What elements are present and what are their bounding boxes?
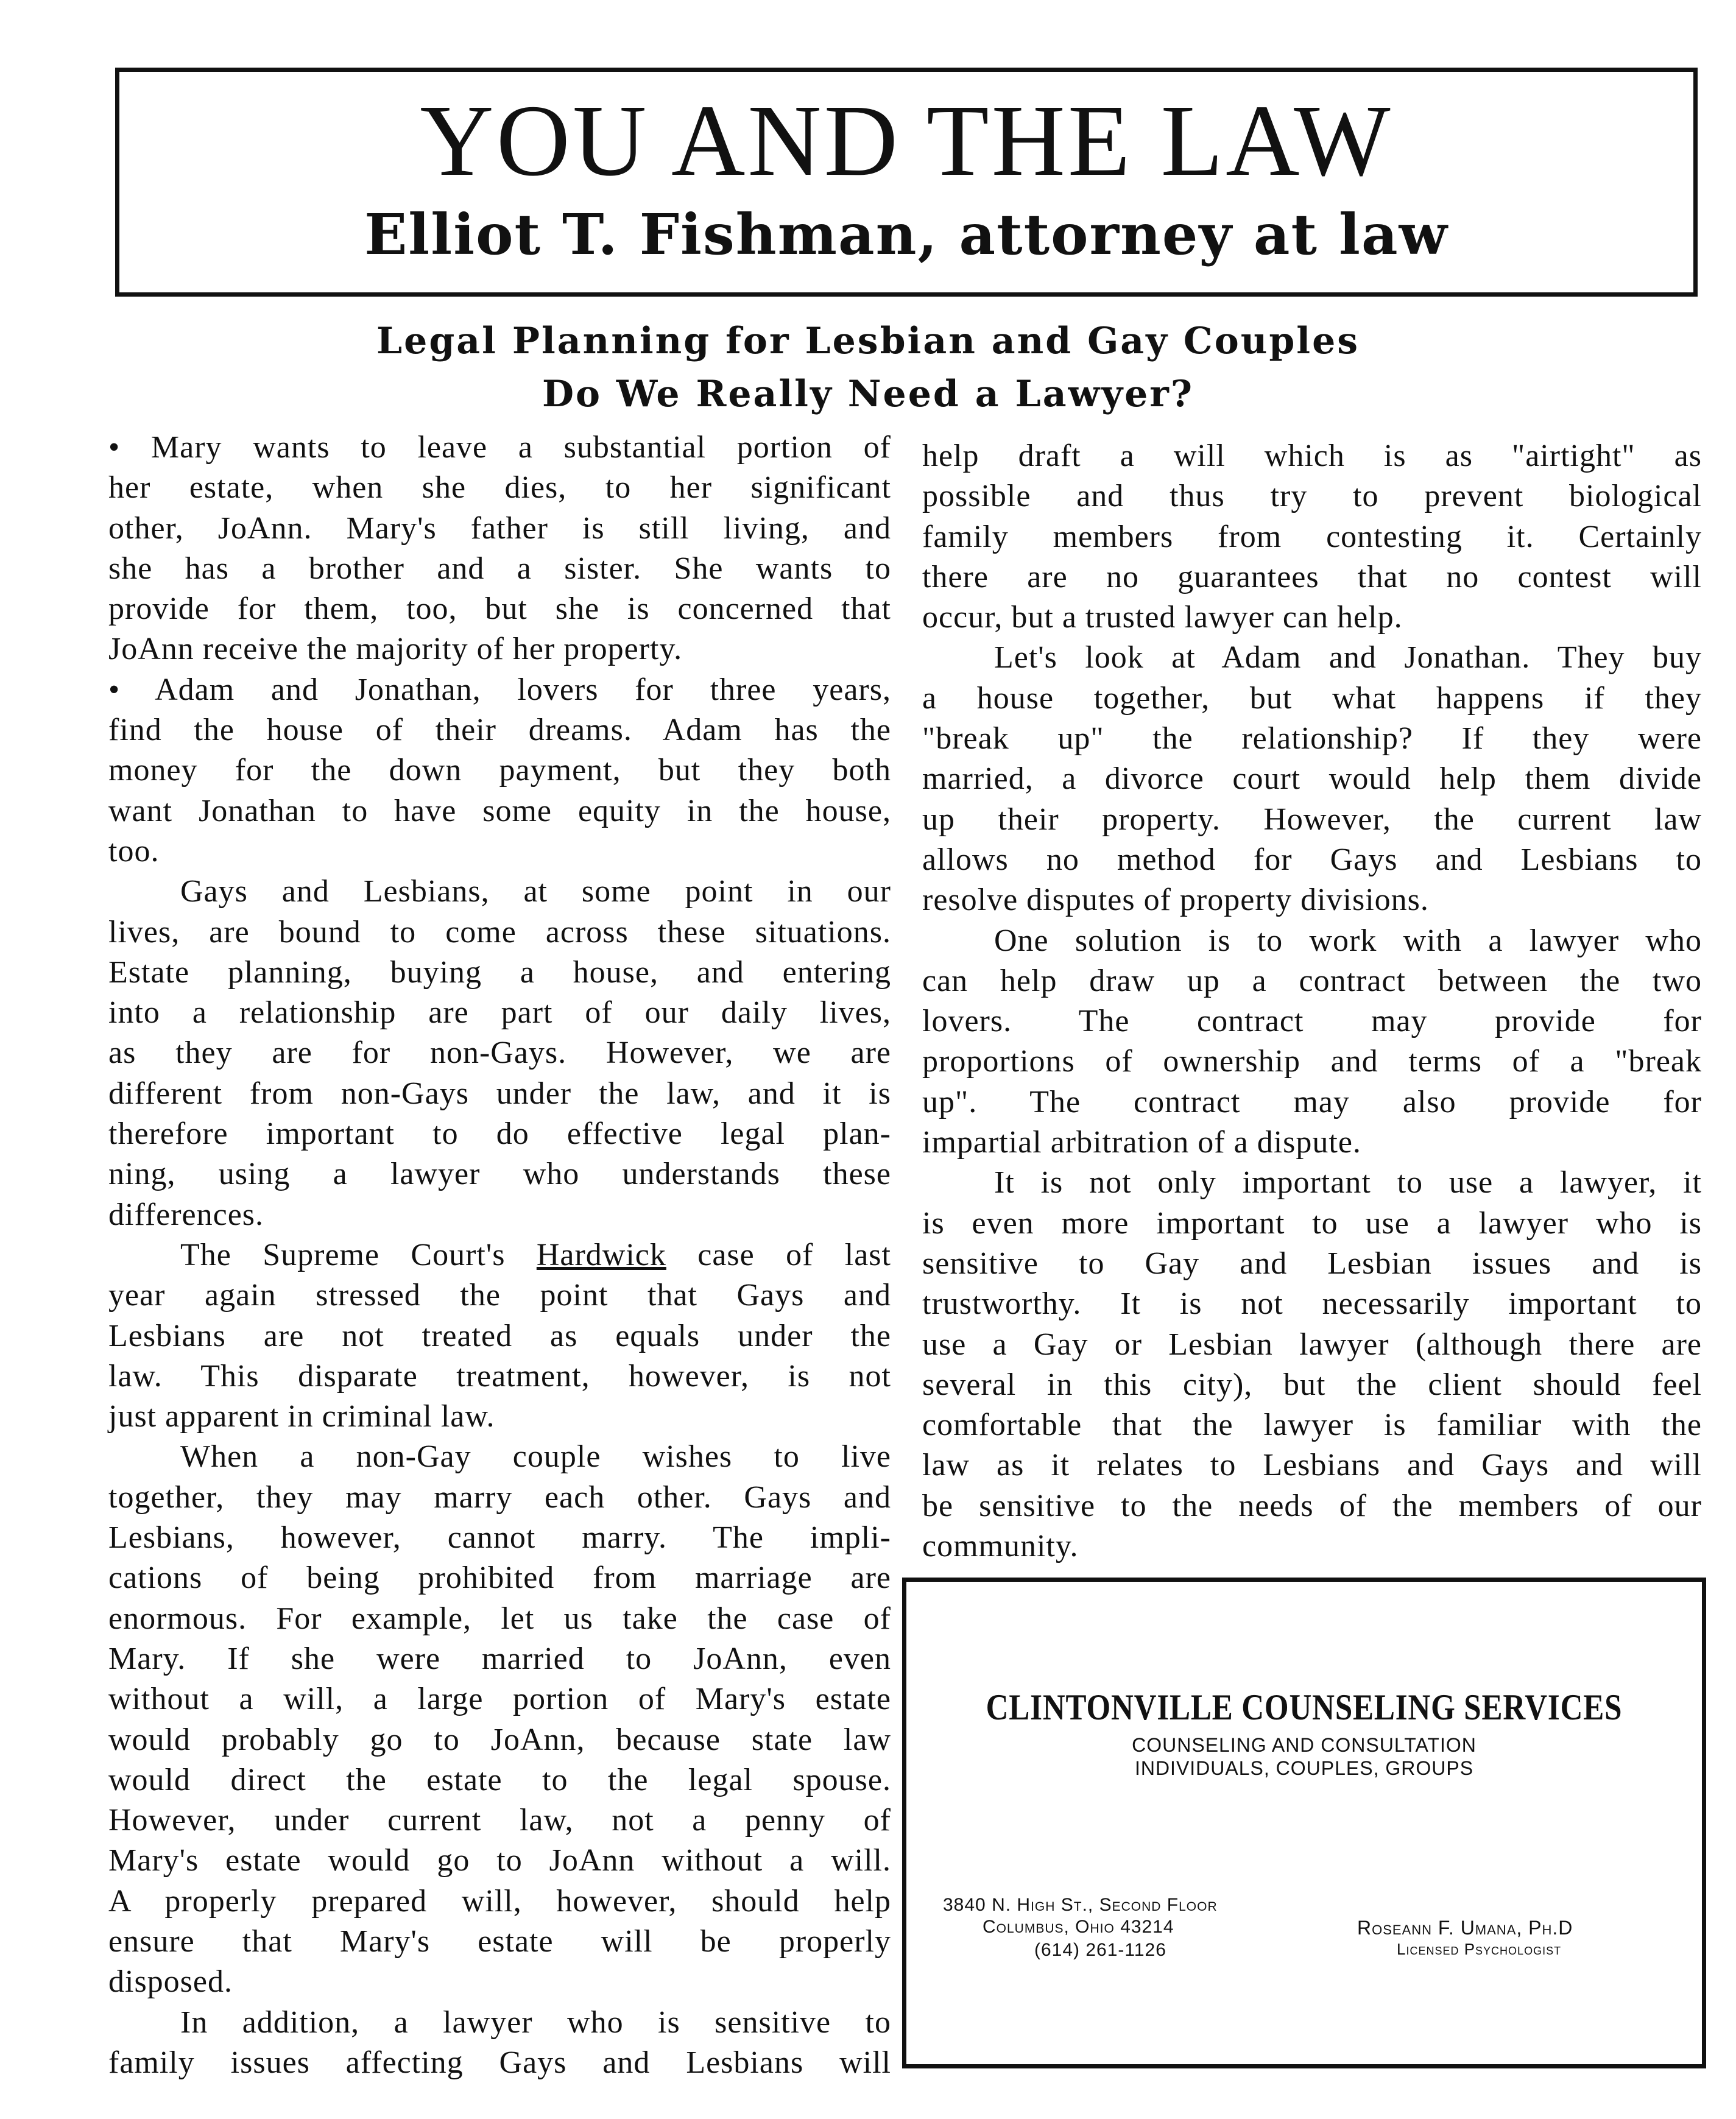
text-line: find the house of their dreams. Adam has the	[108, 713, 891, 748]
text-line: ning, using a lawyer who understands these	[108, 1157, 891, 1192]
text-line: she has a brother and a sister. She wants to	[108, 551, 891, 586]
text-line: up". The contract may also provide for	[922, 1084, 1702, 1119]
text-line: comfortable that the lawyer is familiar with the	[922, 1408, 1702, 1443]
text-line: allows no method for Gays and Lesbians to	[922, 842, 1702, 877]
advertisement-box	[902, 1578, 1706, 2068]
text-line: family issues affecting Gays and Lesbians will	[108, 2045, 891, 2080]
text-line: as they are for non-Gays. However, we are	[108, 1035, 891, 1071]
underlined-case-name: Hardwick	[536, 1237, 666, 1272]
text-line: Estate planning, buying a house, and entering	[108, 954, 891, 990]
text-line: would direct the estate to the legal spouse.	[108, 1762, 891, 1797]
text-line: lovers. The contract may provide for	[922, 1004, 1702, 1039]
text-line: disposed.	[108, 1964, 233, 2000]
text-line: up their property. However, the current law	[922, 802, 1702, 837]
article-subheadline: Do We Really Need a Lawyer?	[542, 373, 1194, 415]
text-line: One solution is to work with a lawyer who	[994, 923, 1702, 958]
text-line: there are no guarantees that no contest will	[922, 559, 1702, 594]
text-line: other, JoAnn. Mary's father is still living, and	[108, 510, 891, 546]
text-line: different from non-Gays under the law, and it is	[108, 1076, 891, 1111]
text-line: However, under current law, not a penny of	[108, 1803, 891, 1838]
text-line: It is not only important to use a lawyer, it	[994, 1165, 1702, 1201]
text-line: help draft a will which is as "airtight" as	[922, 439, 1702, 473]
text-line: too.	[108, 833, 160, 869]
text-line: Lesbians are not treated as equals under the	[108, 1318, 891, 1353]
ad-business-name: CLINTONVILLE COUNSELING SERVICES	[986, 1687, 1623, 1727]
text-line: community.	[922, 1529, 1079, 1564]
text-line: without a will, a large portion of Mary's estate	[108, 1682, 891, 1717]
article-headline: Legal Planning for Lesbian and Gay Couples	[376, 320, 1360, 362]
text-segment: case of last	[666, 1237, 891, 1272]
text-line: money for the down payment, but they both	[108, 753, 891, 788]
text-line: family members from contesting it. Certainly	[922, 519, 1702, 554]
text-line: possible and thus try to prevent biological	[922, 479, 1702, 514]
ad-address-street: 3840 N. High St., Second Floor	[943, 1895, 1218, 1915]
text-line: would probably go to JoAnn, because state law	[108, 1722, 891, 1757]
text-line: "break up" the relationship? If they were	[922, 721, 1702, 756]
text-line: trustworthy. It is not necessarily important to	[922, 1286, 1702, 1322]
text-line: Lesbians, however, cannot marry. The impli-	[108, 1520, 891, 1556]
text-line: therefore important to do effective legal plan-	[108, 1116, 891, 1152]
column-title: YOU AND THE LAW	[420, 84, 1393, 197]
text-line: together, they may marry each other. Gays and	[108, 1479, 891, 1515]
text-line: law. This disparate treatment, however, is not	[108, 1358, 891, 1394]
text-line: a house together, but what happens if they	[922, 680, 1702, 716]
text-line: differences.	[108, 1197, 264, 1232]
text-line: just apparent in criminal law.	[108, 1399, 495, 1434]
text-line: married, a divorce court would help them divide	[922, 761, 1702, 797]
text-line: law as it relates to Lesbians and Gays and will	[922, 1448, 1702, 1483]
text-line: proportions of ownership and terms of a "break	[922, 1044, 1702, 1079]
ad-address-city: Columbus, Ohio 43214	[983, 1917, 1174, 1937]
text-line	[108, 1235, 891, 1275]
text-line: occur, but a trusted lawyer can help.	[922, 600, 1403, 635]
text-line: cations of being prohibited from marriage are	[108, 1560, 891, 1596]
text-line: A properly prepared will, however, should help	[108, 1883, 891, 1919]
ad-phone: (614) 261-1126	[1034, 1940, 1166, 1960]
text-line: ensure that Mary's estate will be properly	[108, 1923, 891, 1959]
text-line: can help draw up a contract between the two	[922, 963, 1702, 998]
text-line: Let's look at Adam and Jonathan. They buy	[994, 640, 1702, 675]
article-right-column	[922, 436, 1702, 1567]
text-segment: The Supreme Court's	[180, 1237, 537, 1272]
text-line: • Adam and Jonathan, lovers for three years,	[108, 672, 891, 707]
text-line: In addition, a lawyer who is sensitive to	[180, 2004, 891, 2040]
column-header-box	[115, 68, 1698, 297]
text-line: year again stressed the point that Gays and	[108, 1278, 891, 1313]
text-line: be sensitive to the needs of the members of our	[922, 1488, 1702, 1523]
text-line: her estate, when she dies, to her significant	[108, 470, 891, 506]
text-line: several in this city), but the client should feel	[922, 1367, 1702, 1402]
article-left-column	[108, 428, 891, 2083]
text-line: want Jonathan to have some equity in the house,	[108, 793, 891, 828]
author-byline: Elliot T. Fishman, attorney at law	[364, 202, 1448, 267]
text-line: enormous. For example, let us take the case of	[108, 1601, 891, 1636]
text-line: resolve disputes of property divisions.	[922, 883, 1429, 918]
text-line: provide for them, too, but she is concerned that	[108, 591, 891, 627]
text-line: into a relationship are part of our daily lives,	[108, 995, 891, 1031]
text-line: is even more important to use a lawyer who is	[922, 1205, 1702, 1241]
text-line: • Mary wants to leave a substantial portion of	[108, 430, 891, 465]
text-line: use a Gay or Lesbian lawyer (although there are	[922, 1327, 1702, 1362]
text-line: JoAnn receive the majority of her property.	[108, 632, 683, 667]
text-line: Gays and Lesbians, at some point in our	[180, 874, 891, 909]
ad-tagline-clients: INDIVIDUALS, COUPLES, GROUPS	[1134, 1757, 1474, 1779]
text-line: When a non-Gay couple wishes to live	[180, 1439, 891, 1475]
ad-person-title: Licensed Psychologist	[1397, 1940, 1562, 1958]
ad-person-name: Roseann F. Umana, Ph.D	[1357, 1917, 1573, 1939]
ad-tagline: COUNSELING AND CONSULTATION	[1132, 1734, 1477, 1756]
text-line: lives, are bound to come across these situations.	[108, 914, 891, 950]
text-line: Mary's estate would go to JoAnn without a will.	[108, 1843, 891, 1878]
text-line: sensitive to Gay and Lesbian issues and is	[922, 1246, 1702, 1281]
text-line: impartial arbitration of a dispute.	[922, 1125, 1361, 1160]
text-line: Mary. If she were married to JoAnn, even	[108, 1641, 891, 1676]
